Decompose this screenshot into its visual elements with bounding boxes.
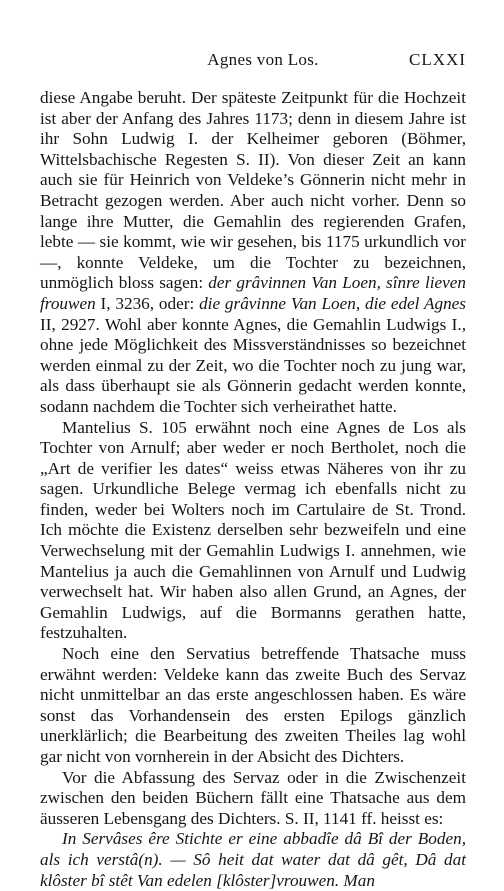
body-text bbox=[40, 88, 466, 891]
italic-citation: der grâvinnen Van Loen, sînre lieven frouwen bbox=[40, 273, 466, 313]
text-run: diese Angabe beruht. Der späteste Zeitpunkt für die Hochzeit ist aber der Anfang des Jahres 1173; denn in diesem Jahre ist ihr Sohn Ludwig I. der Kelheimer geboren (Böhmer, Wittelsbachische Regesten S. II). Von dieser Zeit an kann auch sie für Heinrich von Veldeke’s Gönnerin nicht mehr in Betracht gezogen werden. Aber auch nicht vorher. Denn so lange ihre Mutter, die Gemahlin des regierenden Grafen, lebte — sie kommt, wie wir gesehen, bis 1175 urkundlich vor —, konnte Veldeke, um die Tochter zu bezeichnen, unmöglich bloss sagen: bbox=[40, 88, 466, 293]
page-header bbox=[40, 50, 466, 72]
text-run: Vor die Abfassung des Servaz oder in die Zwischenzeit zwischen den beiden Büchern fällt eine Thatsache aus dem äusseren Lebensgang des Dichters. S. II, 1141 ff. heisst es: bbox=[40, 767, 466, 828]
verse-quotation bbox=[40, 829, 466, 891]
paragraph bbox=[40, 768, 466, 830]
text-run: Mantelius S. 105 erwähnt noch eine Agnes de Los als Tochter von Arnulf; aber weder er noch Bertholet, noch die „Art de verifier les dates“ weiss etwas Näheres von ihr zu sagen. Urkundliche Belege vermag ich ebenfalls nicht zu finden, weder bei Wolters noch im Cartulaire de St. Trond. Ich möchte die Existenz derselben sehr bezweifeln und eine Verwechselung mit der Gemahlin Ludwigs I. annehmen, wie Mantelius ja auch die Gemahlinnen von Arnulf und Ludwig verwechselt hat. Wir haben also allen Grund, an Agnes, der Gemahlin Ludwigs, auf die Bormanns gerathen hatte, festzuhalten. bbox=[40, 417, 466, 643]
text-run: II, 2927. Wohl aber konnte Agnes, die Gemahlin Ludwigs I., ohne jede Möglichkeit des Missverständnisses so bezeichnet werden einmal zu der Zeit, wo die Tochter noch zu jung war, als dass überhaupt sie als Gönnerin gedacht werden konnte, sodann nachdem die Tochter sich verheirathet hatte. bbox=[40, 314, 466, 416]
page-number: CLXXI bbox=[409, 50, 466, 69]
text-run: I, 3236, oder: bbox=[95, 293, 200, 313]
running-title: Agnes von Los. bbox=[207, 50, 319, 69]
italic-citation: die grâvinne Van Loen, die edel Agnes bbox=[199, 293, 466, 313]
paragraph bbox=[40, 644, 466, 768]
text-run: Noch eine den Servatius betreffende Thatsache muss erwähnt werden: Veldeke kann das zweite Buch des Servaz nicht unmittelbar an das erste angeschlossen haben. Es wäre sonst das Vorhandensein des ersten Epilogs gänzlich unerklärlich; die Bearbeitung des zweiten Theiles lag wohl gar nicht von vornherein in der Absicht des Dichters. bbox=[40, 644, 466, 766]
italic-citation: In Servâses êre Stichte er eine abbadîe dâ Bî der Boden, als ich verstâ(n). — Sô heit dat water dat dâ gêt, Dâ dat klôster bî stêt Van edelen [klôster]vrouwen. Man bbox=[40, 829, 466, 890]
paragraph bbox=[40, 418, 466, 645]
paragraph bbox=[40, 88, 466, 418]
